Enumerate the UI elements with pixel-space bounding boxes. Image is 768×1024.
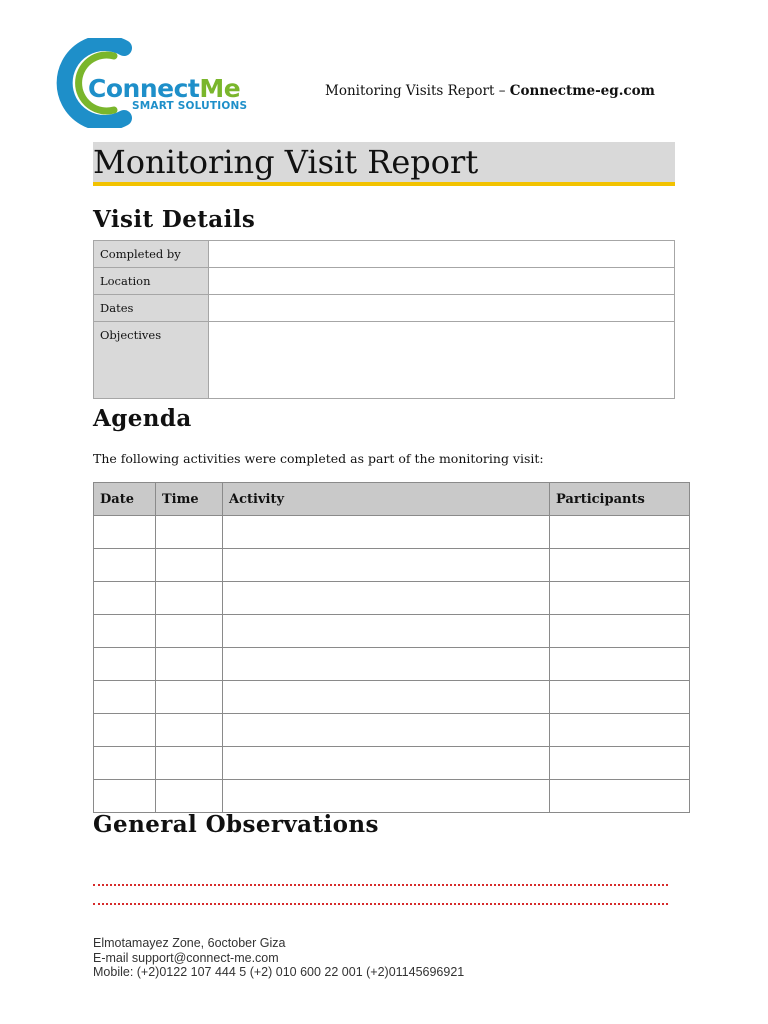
- time-cell[interactable]: [156, 549, 223, 582]
- connectme-logo: [52, 38, 292, 128]
- table-row: [94, 747, 690, 780]
- time-cell[interactable]: [156, 582, 223, 615]
- agenda-intro: The following activities were completed as part of the monitoring visit:: [93, 451, 544, 466]
- agenda-heading: Agenda: [93, 405, 192, 432]
- page-title: Monitoring Visit Report: [93, 143, 479, 181]
- table-row: [94, 516, 690, 549]
- agenda-table: [93, 482, 690, 813]
- col-time-header: Time: [156, 483, 223, 516]
- objectives-label: Objectives: [94, 322, 209, 399]
- time-cell[interactable]: [156, 516, 223, 549]
- time-cell[interactable]: [156, 648, 223, 681]
- table-row: [94, 681, 690, 714]
- date-cell[interactable]: [94, 582, 156, 615]
- page-title-bar: [93, 142, 675, 186]
- objectives-field[interactable]: [209, 322, 675, 399]
- table-row: [94, 615, 690, 648]
- header-site: Connectme-eg.com: [509, 83, 655, 99]
- visit-details-heading: Visit Details: [93, 206, 256, 233]
- table-row: [94, 549, 690, 582]
- observations-line-2[interactable]: [93, 903, 668, 905]
- time-cell[interactable]: [156, 714, 223, 747]
- date-cell[interactable]: [94, 549, 156, 582]
- dates-label: Dates: [94, 295, 209, 322]
- footer-email: E-mail support@connect-me.com: [93, 950, 279, 965]
- time-cell[interactable]: [156, 780, 223, 813]
- table-row: [94, 780, 690, 813]
- date-cell[interactable]: [94, 681, 156, 714]
- details-row: [94, 295, 675, 322]
- activity-cell[interactable]: [223, 714, 550, 747]
- time-cell[interactable]: [156, 681, 223, 714]
- footer-address: Elmotamayez Zone, 6october Giza: [93, 936, 286, 950]
- details-row: [94, 241, 675, 268]
- participants-cell[interactable]: [550, 681, 690, 714]
- participants-cell[interactable]: [550, 615, 690, 648]
- date-cell[interactable]: [94, 648, 156, 681]
- activity-cell[interactable]: [223, 648, 550, 681]
- date-cell[interactable]: [94, 516, 156, 549]
- completed-by-field[interactable]: [209, 241, 675, 268]
- date-cell[interactable]: [94, 615, 156, 648]
- completed-by-label: Completed by: [94, 241, 209, 268]
- date-cell[interactable]: [94, 714, 156, 747]
- dates-field[interactable]: [209, 295, 675, 322]
- logo-wordmark: ConnectMe: [88, 74, 241, 103]
- location-label: Location: [94, 268, 209, 295]
- col-date-header: Date: [94, 483, 156, 516]
- col-participants-header: Participants: [550, 483, 690, 516]
- activity-cell[interactable]: [223, 780, 550, 813]
- activity-cell[interactable]: [223, 747, 550, 780]
- activity-cell[interactable]: [223, 681, 550, 714]
- activity-cell[interactable]: [223, 516, 550, 549]
- activity-cell[interactable]: [223, 615, 550, 648]
- table-row: [94, 714, 690, 747]
- footer-mobile: Mobile: (+2)0122 107 444 5 (+2) 010 600 22 001 (+2)01145696921: [93, 965, 465, 979]
- participants-cell[interactable]: [550, 747, 690, 780]
- observations-heading: General Observations: [93, 811, 379, 838]
- participants-cell[interactable]: [550, 582, 690, 615]
- time-cell[interactable]: [156, 747, 223, 780]
- participants-cell[interactable]: [550, 549, 690, 582]
- participants-cell[interactable]: [550, 648, 690, 681]
- header-text: Monitoring Visits Report – Connectme-eg.com: [325, 83, 655, 99]
- visit-details-table: [93, 240, 675, 399]
- table-row: [94, 582, 690, 615]
- activity-cell[interactable]: [223, 549, 550, 582]
- participants-cell[interactable]: [550, 516, 690, 549]
- details-row: [94, 268, 675, 295]
- activity-cell[interactable]: [223, 582, 550, 615]
- table-row: [94, 648, 690, 681]
- time-cell[interactable]: [156, 615, 223, 648]
- participants-cell[interactable]: [550, 714, 690, 747]
- observations-line-1[interactable]: [93, 884, 668, 886]
- footer-contact: [93, 936, 464, 980]
- logo-tagline: SMART SOLUTIONS: [132, 100, 248, 112]
- agenda-header-row: [94, 483, 690, 516]
- participants-cell[interactable]: [550, 780, 690, 813]
- date-cell[interactable]: [94, 747, 156, 780]
- col-activity-header: Activity: [223, 483, 550, 516]
- date-cell[interactable]: [94, 780, 156, 813]
- details-row: [94, 322, 675, 399]
- location-field[interactable]: [209, 268, 675, 295]
